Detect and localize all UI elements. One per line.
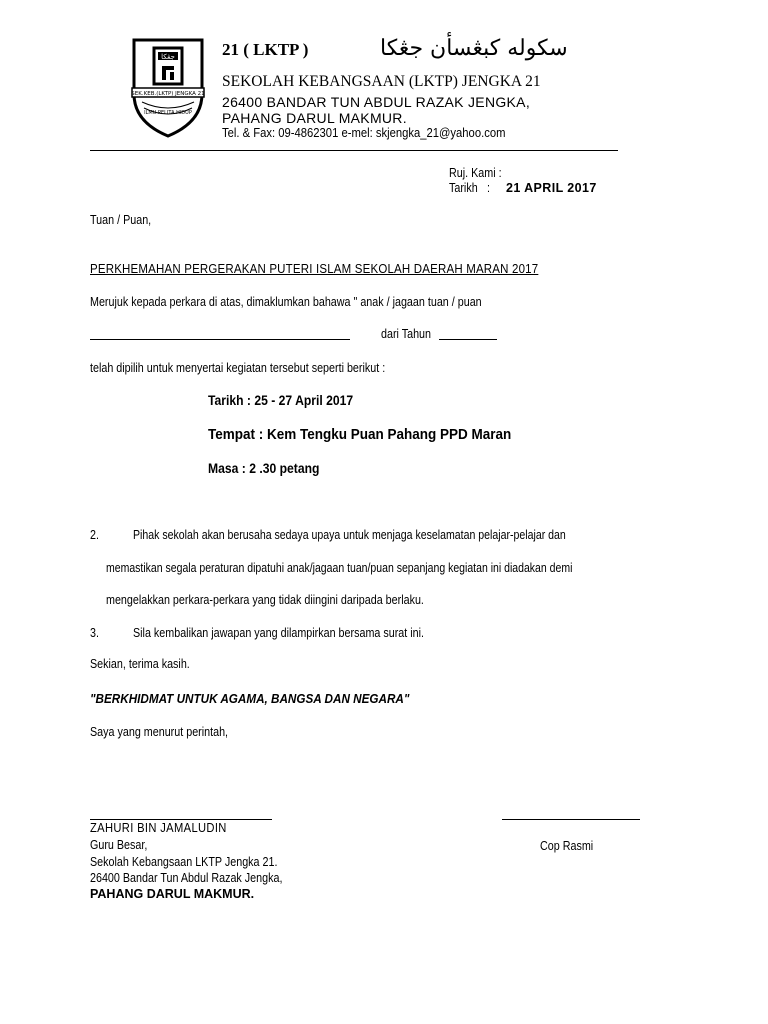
- school-code-title: 21 ( LKTP ): [222, 40, 309, 59]
- school-jawi-title: سکوله کبڠسأن جڠکا: [380, 36, 568, 61]
- detail-masa: Masa : 2 .30 petang: [208, 461, 320, 476]
- paragraph-2-number: 2.: [90, 528, 99, 542]
- logo-banner-text: SEK.KEB.(LKTP) JENGKA 21: [131, 91, 205, 97]
- signatory-name: ZAHURI BIN JAMALUDIN: [90, 820, 227, 835]
- detail-tarikh: Tarikh : 25 - 27 April 2017: [208, 393, 354, 408]
- detail-tempat: Tempat : Kem Tengku Puan Pahang PPD Maran: [208, 426, 512, 443]
- paragraph-2-line2: memastikan segala peraturan dipatuhi anak/jagaan tuan/puan sepanjang kegiatan ini diadakan demi: [106, 561, 573, 575]
- selected-text: telah dipilih untuk menyertai kegiatan tersebut seperti berikut :: [90, 361, 386, 375]
- school-address-line2: PAHANG DARUL MAKMUR.: [222, 110, 407, 126]
- year-blank: [439, 339, 497, 340]
- date-colon: :: [487, 181, 490, 195]
- signatory-school: Sekolah Kebangsaan LKTP Jengka 21.: [90, 855, 278, 869]
- school-contact: Tel. & Fax: 09-4862301 e-mel: skjengka_21@yahoo.com: [222, 126, 506, 140]
- salutation: Tuan / Puan,: [90, 213, 152, 227]
- date-label: Tarikh: [449, 181, 478, 195]
- from-year-label: dari Tahun: [381, 327, 432, 341]
- signatory-position: Guru Besar,: [90, 838, 148, 852]
- letter-date: 21 APRIL 2017: [506, 181, 597, 195]
- motto: "BERKHIDMAT UNTUK AGAMA, BANGSA DAN NEGARA": [90, 691, 410, 706]
- signatory-address: 26400 Bandar Tun Abdul Razak Jengka,: [90, 871, 283, 885]
- school-crest-logo: [128, 36, 208, 140]
- header-divider: [90, 150, 618, 151]
- obedient-text: Saya yang menurut perintah,: [90, 725, 229, 739]
- paragraph-3-number: 3.: [90, 626, 99, 640]
- official-stamp-label: Cop Rasmi: [540, 839, 594, 853]
- signatory-state: PAHANG DARUL MAKMUR.: [90, 887, 255, 901]
- logo-ribbon-text: ILMU PELITA HIDUP: [144, 110, 192, 116]
- closing-text: Sekian, terima kasih.: [90, 657, 190, 671]
- school-name: SEKOLAH KEBANGSAAN (LKTP) JENGKA 21: [222, 73, 541, 90]
- stamp-line: [502, 819, 640, 820]
- paragraph-2-line3: mengelakkan perkara-perkara yang tidak diingini daripada berlaku.: [106, 593, 424, 607]
- paragraph-2-line1: Pihak sekolah akan berusaha sedaya upaya untuk menjaga keselamatan pelajar-pelajar dan: [133, 528, 566, 542]
- letter-subject: PERKHEMAHAN PERGERAKAN PUTERI ISLAM SEKOLAH DAERAH MARAN 2017: [90, 262, 539, 276]
- student-name-blank: [90, 339, 350, 340]
- school-address-line1: 26400 BANDAR TUN ABDUL RAZAK JENGKA,: [222, 94, 531, 110]
- intro-text: Merujuk kepada perkara di atas, dimaklumkan bahawa " anak / jagaan tuan / puan: [90, 295, 482, 309]
- paragraph-3-text: Sila kembalikan jawapan yang dilampirkan bersama surat ini.: [133, 626, 425, 640]
- logo-emblem-text: جڠکا: [161, 53, 175, 61]
- reference-label: Ruj. Kami :: [449, 166, 502, 180]
